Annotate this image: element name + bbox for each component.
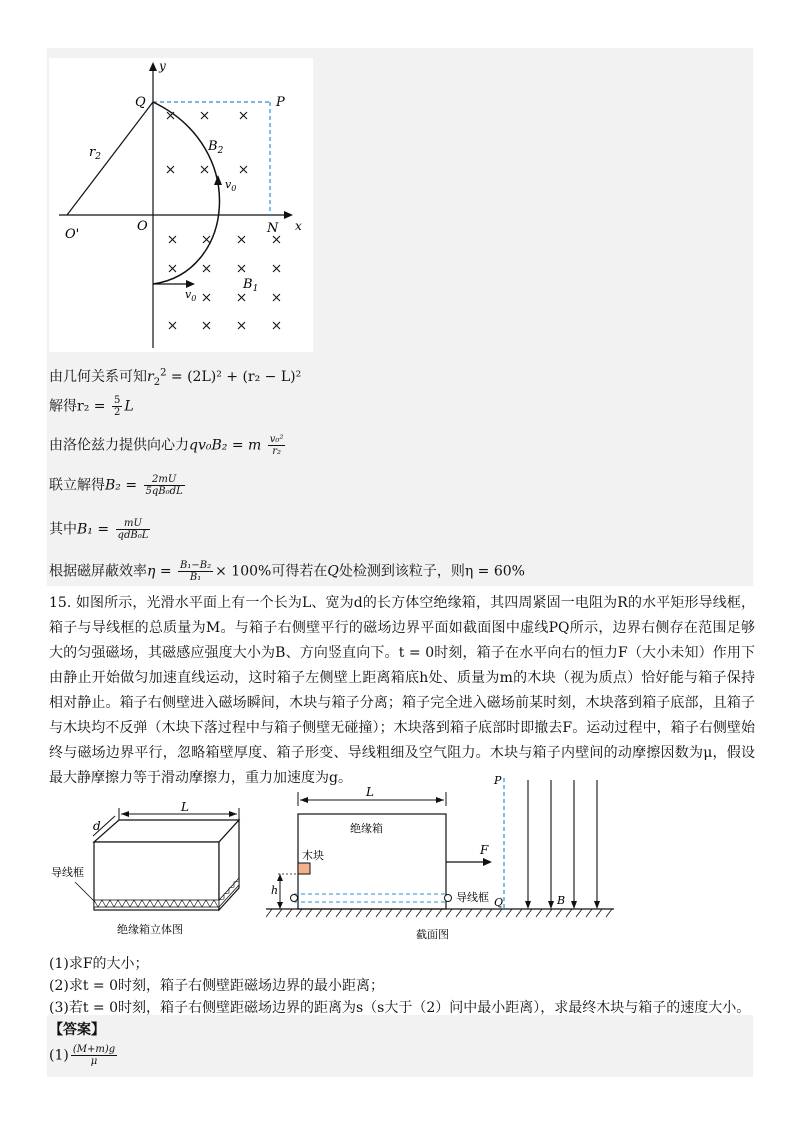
equation-efficiency-lhs: η = bbox=[147, 563, 172, 580]
force-f-label: F bbox=[480, 843, 489, 857]
equation-efficiency-den: B₁ bbox=[189, 572, 202, 583]
equation-r2-prefix: 解得 bbox=[49, 398, 77, 415]
problem-15-text: 15. 如图所示，光滑水平面上有一个长为L、宽为d的长方体空绝缘箱，其四周紧固一电阻为R的水平矩形导线框，箱子与导线框的总质量为M。与箱子右侧壁平行的磁场边界平面如截面图中虚线PQ所示，边界右侧存在范围足够大的匀强磁场，其磁感应强度大小为B、方向竖直向下。t = 0时刻，箱子在水平向右的恒力F（大小未知）作用下由静止开始做匀加速直线运动，这时箱子左侧壁上距离箱底h处、质量为m的木块（视为质点）恰好能与箱子保持相对静止。箱子右侧壁进入磁场瞬间，木块与箱子分离；箱子完全进入磁场前某时刻，木块落到箱子底部，且箱子与木块均不反弹（木块下落过程中与箱子侧壁无碰撞）；木块落到箱子底部时即撤去F。运动过程中，箱子右侧壁始终与磁场边界平行，忽略箱壁厚度、箱子形变、导线粗细及空气阻力。木块与箱子内壁间的动摩擦因数为μ，假设最大静摩擦力等于滑动摩擦力，重力加速度为g。 bbox=[49, 595, 755, 786]
answer-1-den: μ bbox=[90, 1056, 98, 1067]
equation-b1-num: mU bbox=[116, 518, 151, 530]
answer-1-prefix: (1) bbox=[49, 1047, 69, 1064]
x-axis-label: x bbox=[295, 219, 302, 233]
equation-b2-den: 5qB₀dL bbox=[145, 486, 183, 497]
equation-b1-den: qdB₀L bbox=[117, 530, 149, 541]
answer-label: 【答案】 bbox=[49, 1022, 105, 1038]
v0-subscript-lower: 0 bbox=[191, 294, 197, 303]
point-q-label: Q bbox=[135, 95, 146, 110]
box-width-label: d bbox=[93, 819, 101, 833]
equation-efficiency-num: B₁−B₂ bbox=[180, 560, 212, 571]
equation-lorentz-den: r₂ bbox=[272, 446, 281, 457]
equation-lorentz-expr: qv₀B₂ = m bbox=[189, 437, 262, 454]
equation-b1 bbox=[49, 518, 152, 541]
equation-efficiency-tail: 处检测到该粒子，则η = 60% bbox=[338, 563, 525, 580]
equation-b1-lhs: B₁ = bbox=[77, 521, 110, 538]
equation-geometry: 由几何关系可知$r_2^2 = (2L)^2 + (r_2 - L)^2$ bbox=[49, 367, 302, 388]
r2-subscript: 2 bbox=[95, 152, 101, 162]
question-1: (1)求F的大小； bbox=[49, 956, 149, 972]
v0-label-upper: v bbox=[225, 178, 232, 191]
b2-subscript: 2 bbox=[217, 146, 224, 156]
v0-label-lower: v bbox=[185, 288, 192, 301]
equation-r2-num: 5 bbox=[113, 395, 121, 406]
boundary-q-label: Q bbox=[494, 896, 504, 909]
point-p-label: P bbox=[276, 95, 285, 110]
magnetic-field-figure bbox=[49, 58, 313, 352]
v0-subscript-upper: 0 bbox=[231, 184, 237, 193]
answer-1 bbox=[49, 1044, 119, 1067]
cross-section-figure bbox=[266, 768, 616, 943]
equation-efficiency-mid: × 100%可得若在 bbox=[215, 563, 328, 580]
equation-geometry-prefix: 由几何关系可知 bbox=[49, 369, 147, 385]
boundary-p-label: P bbox=[494, 774, 502, 787]
section-block-label: 木块 bbox=[302, 849, 324, 862]
equation-b2-prefix: 联立解得 bbox=[49, 477, 105, 494]
equation-b2 bbox=[49, 474, 187, 497]
equation-efficiency-prefix: 根据磁屏蔽效率 bbox=[49, 563, 147, 580]
equation-efficiency-q: Q bbox=[327, 563, 339, 580]
section-length-label: L bbox=[366, 785, 374, 799]
b1-subscript: 1 bbox=[252, 284, 259, 294]
equation-b1-prefix: 其中 bbox=[49, 521, 77, 538]
point-n-label: N bbox=[267, 221, 279, 236]
equation-geometry-expr: = (2L)² + (r₂ − L)² bbox=[170, 369, 302, 385]
question-2: (2)求t = 0时刻，箱子右侧壁距磁场边界的最小距离； bbox=[49, 978, 384, 994]
equation-efficiency bbox=[49, 560, 525, 583]
equation-r2-den: 2 bbox=[113, 407, 121, 418]
field-arrows bbox=[528, 780, 597, 906]
question-3: (3)若t = 0时刻，箱子右侧壁距磁场边界的距离为s（s大于（2）问中最小距离），求最终木块与箱子的速度大小。 bbox=[49, 1000, 751, 1016]
box-3d-figure bbox=[49, 800, 264, 940]
field-b-label: B bbox=[557, 894, 566, 907]
equation-lorentz-prefix: 由洛伦兹力提供向心力 bbox=[49, 437, 189, 454]
equation-b2-lhs: B₂ = bbox=[105, 477, 138, 494]
box-3d-caption: 绝缘箱立体图 bbox=[117, 923, 183, 936]
equation-r2-tail: L bbox=[124, 398, 134, 415]
equation-r2-lhs: r₂ = bbox=[77, 398, 106, 415]
section-box-label: 绝缘箱 bbox=[350, 822, 383, 835]
answer-1-num: (M+m)g bbox=[72, 1044, 116, 1055]
section-wire-frame-label: 导线框 bbox=[456, 891, 489, 904]
box-length-label: L bbox=[181, 800, 189, 814]
point-o-prime-label: O' bbox=[65, 227, 80, 242]
equation-b2-num: 2mU bbox=[144, 474, 185, 486]
section-caption: 截面图 bbox=[416, 928, 449, 941]
b1-label: B bbox=[243, 277, 253, 292]
box-wire-frame-label: 导线框 bbox=[51, 866, 84, 879]
equation-lorentz bbox=[49, 434, 287, 457]
answer-block bbox=[47, 1015, 753, 1077]
equation-r2 bbox=[49, 395, 134, 418]
y-axis-label: y bbox=[159, 59, 166, 73]
r2-label: r bbox=[89, 145, 96, 160]
origin-label: O bbox=[137, 219, 148, 234]
equation-lorentz-num: v₀² bbox=[269, 434, 284, 445]
b2-label: B bbox=[208, 139, 218, 154]
section-height-label: h bbox=[271, 884, 279, 897]
